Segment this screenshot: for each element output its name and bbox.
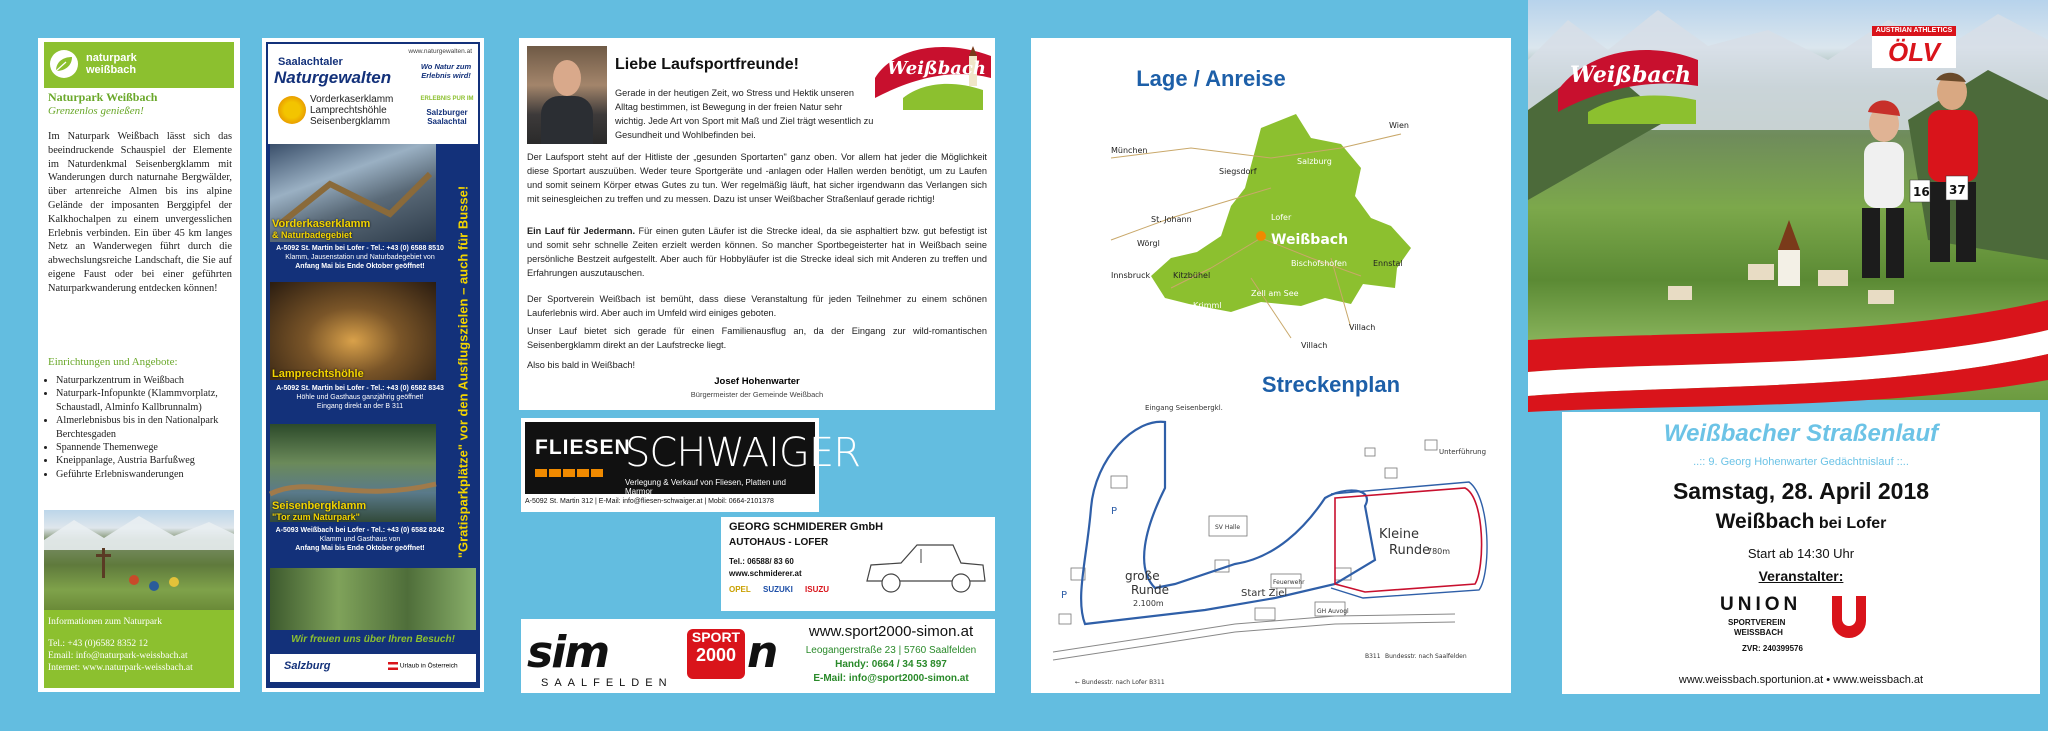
schmiderer-website[interactable]: www.schmiderer.at: [729, 569, 802, 578]
sun-icon: [278, 96, 306, 124]
course-label-underpass: Unterführung: [1439, 448, 1487, 456]
info-phone: Tel.: +43 (0)6582 8352 12: [48, 639, 148, 649]
letter-paragraph-3: Der Sportverein Weißbach ist bemüht, dass diese Veranstaltung für jeden Teilnehmer zu einem schönen Lauferlebnis wird. Aber auch im Umfeld wird einiges geboten.: [527, 294, 987, 318]
map-label-woergl: Wörgl: [1137, 239, 1160, 248]
mayor-portrait: [527, 46, 607, 144]
map-label-siegsdorf: Siegsdorf: [1219, 167, 1257, 176]
lamprechtshoehle-address: A-5092 St. Martin bei Lofer - Tel.: +43 (0) 6582 8343: [276, 385, 444, 392]
simon-phone: Handy: 0664 / 34 53 897: [835, 659, 947, 670]
map-label-st-johann: St. Johann: [1151, 215, 1192, 224]
weissbach-logo-text: Weißbach: [887, 58, 987, 79]
streckenplan-heading: Streckenplan: [1261, 372, 1401, 397]
salzburg-logo: Salzburg: [284, 660, 331, 672]
opel-logo: OPEL: [729, 585, 751, 594]
seisenbergklamm-desc: Klamm und Gasthaus von: [319, 536, 401, 543]
map-label-innsbruck: Innsbruck: [1111, 271, 1151, 280]
naturpark-logo-text: naturpark weißbach: [86, 52, 137, 76]
event-date: Samstag, 28. April 2018: [1672, 478, 1930, 504]
list-item: • Geführte Erlebniswanderungen: [56, 468, 240, 481]
map-label-salzburg: Salzburg: [1297, 157, 1332, 166]
event-start-time: Start ab 14:30 Uhr: [1747, 546, 1855, 561]
list-item: • Spannende Themenwege: [56, 441, 240, 454]
side-text: "Gratisparkplätze" vor den Ausflugszielen – auch für Busse!: [455, 185, 471, 559]
cover-photo: [1528, 0, 2048, 400]
sites-list: Vorderkaserklamm Lamprechtshöhle Seisenbergklamm: [310, 94, 394, 127]
urlaub-logo: Urlaub in Österreich: [399, 662, 458, 670]
seisenbergklamm-open: Anfang Mai bis Ende Oktober geöffnet!: [295, 545, 425, 552]
visit-slogan: Wir freuen uns über Ihren Besuch!: [291, 634, 455, 645]
cover-panel: [1528, 0, 2048, 731]
list-item: • Kneippanlage, Austria Barfußweg: [56, 454, 240, 467]
fliesen-logo-block: [525, 422, 860, 496]
signer-name: Josef Hohenwarter: [714, 376, 800, 387]
lamprechtshoehle-label: Lamprechtshöhle: [272, 368, 364, 380]
parking-side-text: [452, 162, 474, 582]
union-u-icon: [1832, 596, 1866, 638]
vorderkaserklamm-desc: Klamm, Jausenstation und Naturbadegebiet von: [285, 254, 435, 261]
signer-role: Bürgermeister der Gemeinde Weißbach: [690, 390, 824, 399]
course-label-grosse-runde: Runde: [1131, 583, 1170, 597]
parking-icon: P: [1111, 506, 1118, 517]
seisenbergklamm-sublabel: "Tor zum Naturpark": [272, 512, 360, 522]
map-label-krimml: Krimml: [1193, 301, 1222, 310]
schmiderer-ad: [721, 517, 995, 611]
vorderkaserklamm-sublabel: & Naturbadegebiet: [272, 230, 353, 240]
naturpark-header: [44, 42, 234, 88]
olv-logo: [1872, 26, 1956, 68]
fliesen-word: FLIESEN: [535, 436, 631, 459]
vorderkaserklamm-address: A-5092 St. Martin bei Lofer - Tel.: +43 (0) 6588 8510: [276, 245, 444, 252]
naturgewalten-header: [268, 44, 478, 144]
tile-icon: [535, 464, 605, 482]
info-email[interactable]: Email: info@naturpark-weissbach.at: [48, 651, 188, 661]
brand-main: Naturgewalten: [274, 68, 392, 87]
lamprechtshoehle-caption: [270, 384, 450, 411]
map-label-muenchen: München: [1111, 146, 1148, 155]
course-label-kleine: Kleine: [1379, 527, 1419, 542]
sport2000-simon-ad: [521, 619, 995, 693]
seisenbergklamm-caption: [270, 526, 450, 553]
facilities-heading: Einrichtungen und Angebote:: [48, 356, 178, 368]
austria-flag-icon: [388, 662, 458, 670]
list-item: • Naturparkzentrum in Weißbach: [56, 374, 240, 387]
course-map: [1035, 388, 1507, 688]
naturgewalten-panel: [262, 38, 484, 692]
course-label-feuerwehr: Feuerwehr: [1273, 579, 1305, 586]
course-label-kleine-runde: Runde: [1389, 543, 1431, 558]
naturpark-subtitle: Grenzenlos genießen!: [48, 105, 144, 117]
event-title: Weißbacher Straßenlauf: [1663, 420, 1939, 447]
simon-logo: [527, 627, 608, 678]
map-label-zell: Zell am See: [1251, 289, 1299, 298]
p2-text: Für einen guten Läufer ist die Strecke ideal, da sie asphaltiert bzw. gut befestigt ist und somit sehr schnelle Zeiten erzielt werden können. So mancher Sportbegeisterter hat in Weißbach seine persönliche Bestzeit aufgestellt. Aber auch für Hobbyläufer ist die Strecke ideal sich mit Anderen zu treffen und Erfahrungen auszutauschen.: [527, 226, 987, 278]
simon-website[interactable]: www.sport2000-simon.at: [808, 623, 974, 640]
letter-paragraph-5: Also bis bald in Weißbach!: [527, 360, 636, 370]
course-label-b311: B311: [1365, 653, 1381, 660]
simon-logo-end: n: [747, 627, 779, 678]
map-label-wien: Wien: [1389, 121, 1409, 130]
course-label-road-saalfelden: Bundesstr. nach Saalfelden: [1385, 653, 1467, 660]
organizer-label: Veranstalter:: [1758, 568, 1844, 584]
brand-slogan: Wo Natur zum Erlebnis wird!: [420, 62, 472, 80]
fliesen-tagline: Verlegung & Verkauf von Fliesen, Platten und Marmor: [625, 478, 786, 496]
course-label-entrance: Eingang Seisenbergkl.: [1145, 404, 1223, 412]
mayor-face: [553, 60, 581, 96]
region-small: ERLEBNIS PUR IM: [420, 96, 474, 102]
naturgewalten-footer-logos: [270, 654, 476, 682]
zvr-number: ZVR: 240399576: [1742, 644, 1803, 653]
letter-intro: Gerade in der heutigen Zeit, wo Stress und Hektik unseren Alltag bestimmen, ist Bewegung in der freien Natur sehr wichtig. Jede Art von Sport mit Maß und Ziel trägt wesentlich zu Gesundheit und Wohlbefinden bei.: [615, 88, 874, 140]
facilities-list: [48, 374, 240, 481]
info-website[interactable]: Internet: www.naturpark-weissbach.at: [48, 663, 193, 673]
vorderkaserklamm-caption: [270, 244, 450, 271]
schmiderer-name: GEORG SCHMIDERER GmbH: [729, 521, 884, 533]
naturpark-panel: [38, 38, 240, 692]
suzuki-logo: SUZUKI: [763, 585, 793, 594]
naturpark-title: Naturpark Weißbach: [48, 90, 158, 104]
list-item: • Naturpark-Infopunkte (Klammvorplatz, Schaustadl, Alminfo Kallbrunnalm): [56, 387, 240, 414]
mayor-body: [541, 96, 593, 144]
fliesen-address: A-5092 St. Martin 312 | E-Mail: info@fliesen-schwaiger.at | Mobil: 0664-2101378: [525, 498, 774, 505]
naturpark-leaf-icon: [50, 50, 78, 78]
course-label-grosse: große: [1125, 569, 1160, 583]
badge-top: SPORT: [691, 629, 741, 645]
bib-number-2: 37: [1949, 183, 1966, 197]
list-item: • Almerlebnisbus bis in den Nationalpark Berchtesgaden: [56, 414, 240, 441]
letter-paragraph-1: Der Laufsport steht auf der Hitliste der „gesunden Sportarten" ganz oben. Vor allem hat jeder die Möglichkeit diese Sportart auszuüben. Weder teure Sportgeräte und -anlagen oder Hallen werden benötigt, um zu Laufen und somit seinem Körper etwas Gutes zu tun. Wer regelmäßig läuft, hat sicher irgendwann das Verlangen sich mit seinesgleichen zu treffen und zu messen. Dazu ist unser Weißbacher Straßenlauf gerade richtig!: [527, 152, 987, 204]
p2-bold: Ein Lauf für Jedermann.: [527, 226, 636, 236]
seisenbergklamm-label: Seisenbergklamm: [272, 500, 367, 512]
schmiderer-sub: AUTOHAUS - LOFER: [729, 537, 829, 548]
naturpark-body-text: Im Naturpark Weißbach lässt sich das beeindruckende Schauspiel der Elemente im Naturdenkmal Seisenbergklamm mit Wanderungen durch naturnahe Bergwälder, über artenreiche Almen bis ins alpine Gelände der imposanten Berggipfel der Kalkhochalpen zu einem unvergesslichen Erlebnis verbinden. Ein über 45 km langes Netz an Wanderwegen führt durch die abwechslungsreiche Landschaft, die Sie auf eigene Faust oder bei einer geführten Naturparkwanderung entdecken können!: [48, 131, 232, 294]
course-label-road-lofer: ← Bundesstr. nach Lofer B311: [1075, 679, 1165, 686]
map-label-weissbach: Weißbach: [1271, 232, 1349, 248]
location-map: [1111, 108, 1441, 368]
event-location: [1562, 510, 2040, 534]
letter-paragraph-2: [527, 224, 987, 280]
lage-heading: Lage / Anreise: [1136, 66, 1286, 91]
course-label-sv-halle: SV Halle: [1215, 524, 1241, 531]
map-label-lofer: Lofer: [1271, 213, 1292, 222]
bib-number-1: 16: [1913, 185, 1930, 199]
event-memorial: ..:: 9. Georg Hohenwarter Gedächtnislauf ::..: [1693, 456, 1909, 468]
letter-panel: [519, 38, 995, 410]
weissbach-text: WEISSBACH: [1734, 628, 1783, 637]
letter-greeting: Liebe Laufsportfreunde!: [615, 56, 800, 73]
olv-text: ÖLV: [1887, 37, 1940, 67]
naturgewalten-inner: [266, 42, 480, 688]
parking-icon: P: [1061, 590, 1068, 601]
map-label-villach-1: Villach: [1349, 323, 1376, 332]
hiking-photo-strip: [270, 568, 476, 630]
vorderkaserklamm-label: Vorderkaserklamm: [272, 218, 371, 230]
sportverein-text: SPORTVEREIN: [1728, 618, 1786, 627]
event-location-suffix: bei Lofer: [1814, 515, 1887, 532]
cover-logo-text: Weißbach: [1570, 62, 1692, 88]
course-label-gasthof: GH Auvogl: [1317, 608, 1349, 615]
simon-logo-start: sim: [527, 627, 609, 678]
event-info-box: [1562, 412, 2040, 694]
schwaiger-word: SCHWAIGER: [625, 430, 860, 476]
sportunion-logo: [1720, 594, 1880, 672]
olv-top-text: AUSTRIAN ATHLETICS: [1872, 26, 1956, 36]
info-heading: Informationen zum Naturpark: [48, 617, 162, 627]
map-label-villach-2: Villach: [1301, 341, 1328, 350]
lamprechtshoehle-photo: [270, 282, 436, 380]
naturgewalten-website[interactable]: www.naturgewalten.at: [408, 48, 472, 55]
naturpark-alpine-photo: [44, 510, 234, 610]
simon-city: SAALFELDEN: [541, 677, 673, 689]
union-text: UNION: [1720, 594, 1802, 615]
course-label-start-finish: Start Ziel: [1241, 588, 1288, 599]
map-label-bischofshofen: Bischofshofen: [1291, 259, 1347, 268]
map-panel: [1031, 38, 1511, 693]
schmiderer-phone: Tel.: 06588/ 83 60: [729, 557, 794, 566]
badge-bottom: 2000: [695, 645, 737, 665]
map-label-ennstal: Ennstal: [1373, 259, 1403, 268]
vorderkaserklamm-open: Anfang Mai bis Ende Oktober geöffnet!: [295, 263, 425, 270]
event-location-town: Weißbach: [1715, 510, 1815, 533]
lamprechtshoehle-desc: Höhle und Gasthaus ganzjährig geöffnet!: [296, 394, 424, 401]
sport2000-badge: [687, 629, 745, 679]
lamprechtshoehle-open: Eingang direkt an der B 311: [316, 403, 404, 410]
car-brands: [729, 585, 829, 594]
isuzu-logo: ISUZU: [805, 585, 830, 594]
pickup-truck-icon: [861, 527, 989, 603]
letter-paragraph-4: Unser Lauf bietet sich gerade für einen Familienausflug an, da der Eingang zur wild-romantischen Seisenbergklamm direkt an der Laufstrecke liegt.: [527, 326, 987, 350]
map-label-kitzbuehel: Kitzbühel: [1173, 271, 1211, 280]
naturpark-info-box: [44, 610, 234, 688]
event-websites[interactable]: www.weissbach.sportunion.at • www.weissbach.at: [1678, 674, 1924, 686]
simon-address: Leogangerstraße 23 | 5760 Saalfelden: [805, 645, 977, 656]
brand-top: Saalachtaler: [278, 56, 343, 68]
course-label-kleine-distance: 780m: [1427, 547, 1451, 556]
region-name: Salzburger Saalachtal: [426, 108, 468, 126]
simon-email[interactable]: E-Mail: info@sport2000-simon.at: [813, 673, 969, 684]
course-label-grosse-distance: 2.100m: [1133, 599, 1164, 608]
fliesen-schwaiger-ad: [521, 418, 860, 512]
seisenbergklamm-address: A-5093 Weißbach bei Lofer - Tel.: +43 (0) 6582 8242: [275, 527, 445, 534]
